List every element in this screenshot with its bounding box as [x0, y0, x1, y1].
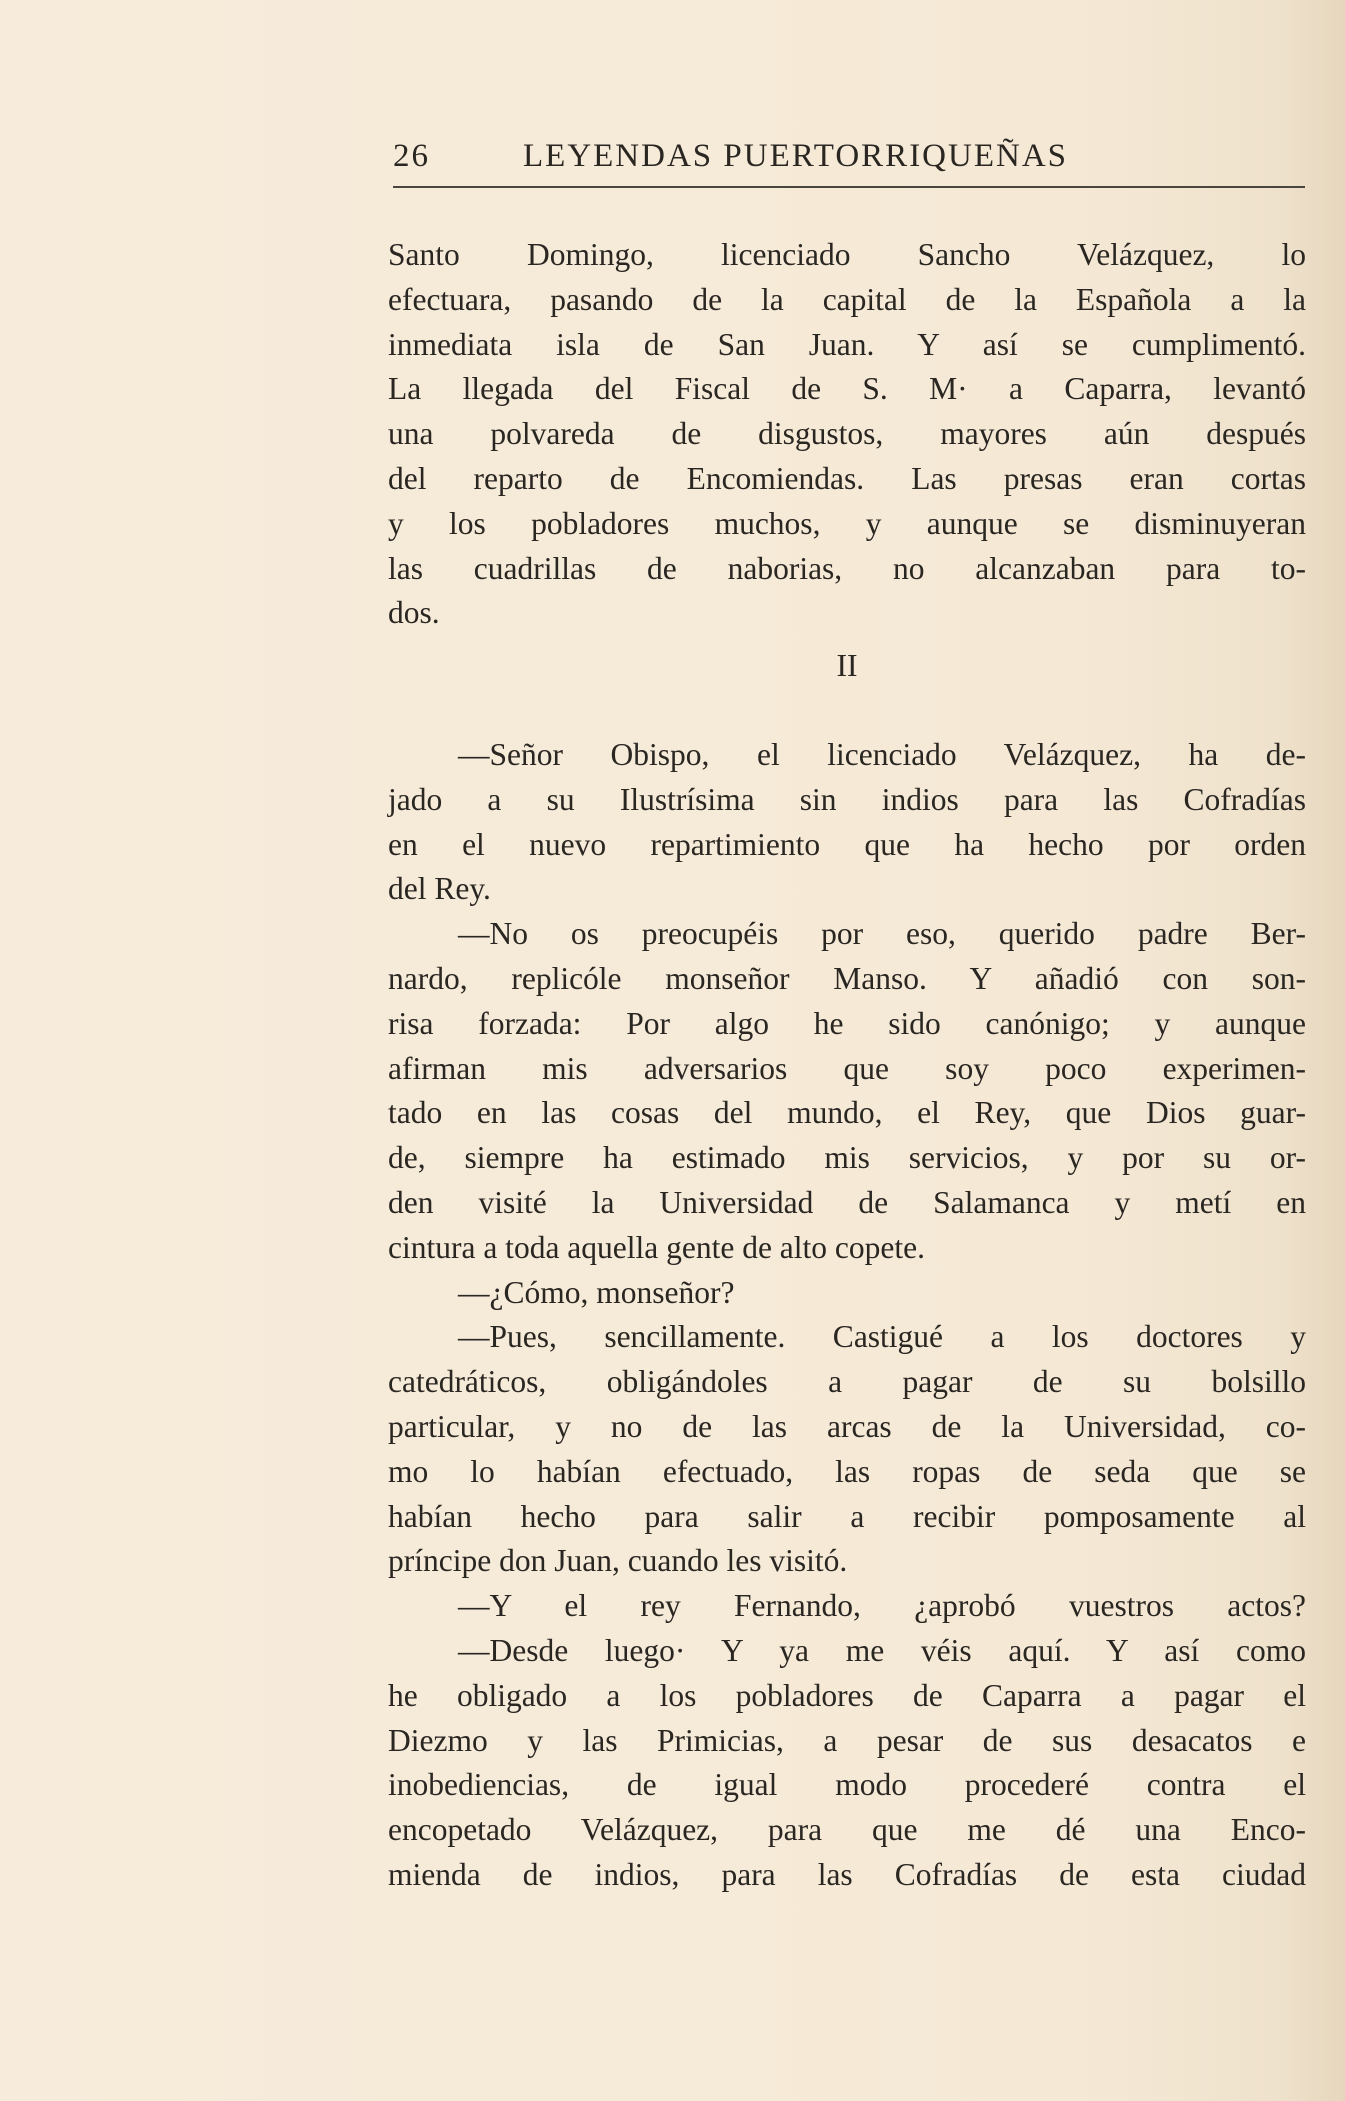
- text-line: cintura a toda aquella gente de alto copete.: [388, 1229, 925, 1265]
- section-heading: II: [836, 648, 858, 683]
- text-line: mienda de indios, para las Cofradías de esta ciudad: [388, 1856, 1306, 1892]
- page-number: 26: [393, 138, 430, 174]
- text-line: mo lo habían efectuado, las ropas de seda que se: [388, 1453, 1306, 1489]
- text-line: jado a su Ilustrísima sin indios para las Cofradías: [388, 781, 1306, 817]
- text-line: efectuara, pasando de la capital de la Española a la: [388, 281, 1306, 317]
- book-title: LEYENDAS PUERTORRIQUEÑAS: [523, 138, 1069, 174]
- text-line: del reparto de Encomiendas. Las presas eran cortas: [388, 460, 1306, 496]
- paragraph-2: [388, 733, 1306, 1898]
- text-line: afirman mis adversarios que soy poco experimen-: [388, 1050, 1306, 1086]
- text-line: inmediata isla de San Juan. Y así se cumplimentó.: [388, 326, 1306, 362]
- text-line: príncipe don Juan, cuando les visitó.: [388, 1543, 848, 1579]
- header-rule: [393, 186, 1305, 188]
- text-line: encopetado Velázquez, para que me dé una Enco-: [388, 1812, 1306, 1848]
- text-line: una polvareda de disgustos, mayores aún después: [388, 416, 1306, 452]
- text-line: las cuadrillas de naborias, no alcanzaban para to-: [388, 550, 1306, 586]
- text-line: —Y el rey Fernando, ¿aprobó vuestros actos?: [458, 1588, 1306, 1624]
- text-line: he obligado a los pobladores de Caparra a pagar el: [388, 1677, 1306, 1713]
- paragraph-1: [388, 233, 1306, 636]
- text-line: Santo Domingo, licenciado Sancho Velázquez, lo: [388, 237, 1306, 272]
- text-line: —Desde luego· Y ya me véis aquí. Y así como: [458, 1632, 1306, 1668]
- text-line: La llegada del Fiscal de S. M· a Caparra, levantó: [388, 371, 1306, 407]
- running-head: [393, 132, 1308, 180]
- text-line: nardo, replicóle monseñor Manso. Y añadió con son-: [388, 960, 1306, 996]
- text-line: particular, y no de las arcas de la Universidad, co-: [388, 1408, 1306, 1444]
- text-line: tado en las cosas del mundo, el Rey, que Dios guar-: [388, 1095, 1306, 1131]
- text-line: en el nuevo repartimiento que ha hecho por orden: [388, 826, 1306, 862]
- text-line: habían hecho para salir a recibir pomposamente al: [388, 1498, 1306, 1534]
- text-line: —Pues, sencillamente. Castigué a los doctores y: [458, 1319, 1306, 1355]
- text-line: Diezmo y las Primicias, a pesar de sus desacatos e: [388, 1722, 1306, 1758]
- text-line: y los pobladores muchos, y aunque se disminuyeran: [388, 505, 1306, 541]
- text-line: —No os preocupéis por eso, querido padre Ber-: [458, 916, 1306, 952]
- text-line: del Rey.: [388, 871, 491, 907]
- text-line: —Señor Obispo, el licenciado Velázquez, ha de-: [458, 737, 1306, 772]
- text-line: risa forzada: Por algo he sido canónigo; y aunque: [388, 1005, 1306, 1041]
- text-line: catedráticos, obligándoles a pagar de su bolsillo: [388, 1364, 1306, 1400]
- text-line: de, siempre ha estimado mis servicios, y por su or-: [388, 1140, 1306, 1176]
- text-line: dos.: [388, 595, 440, 631]
- text-line: inobediencias, de igual modo procederé contra el: [388, 1767, 1306, 1803]
- text-line: —¿Cómo, monseñor?: [458, 1274, 735, 1310]
- text-line: den visité la Universidad de Salamanca y metí en: [388, 1184, 1306, 1220]
